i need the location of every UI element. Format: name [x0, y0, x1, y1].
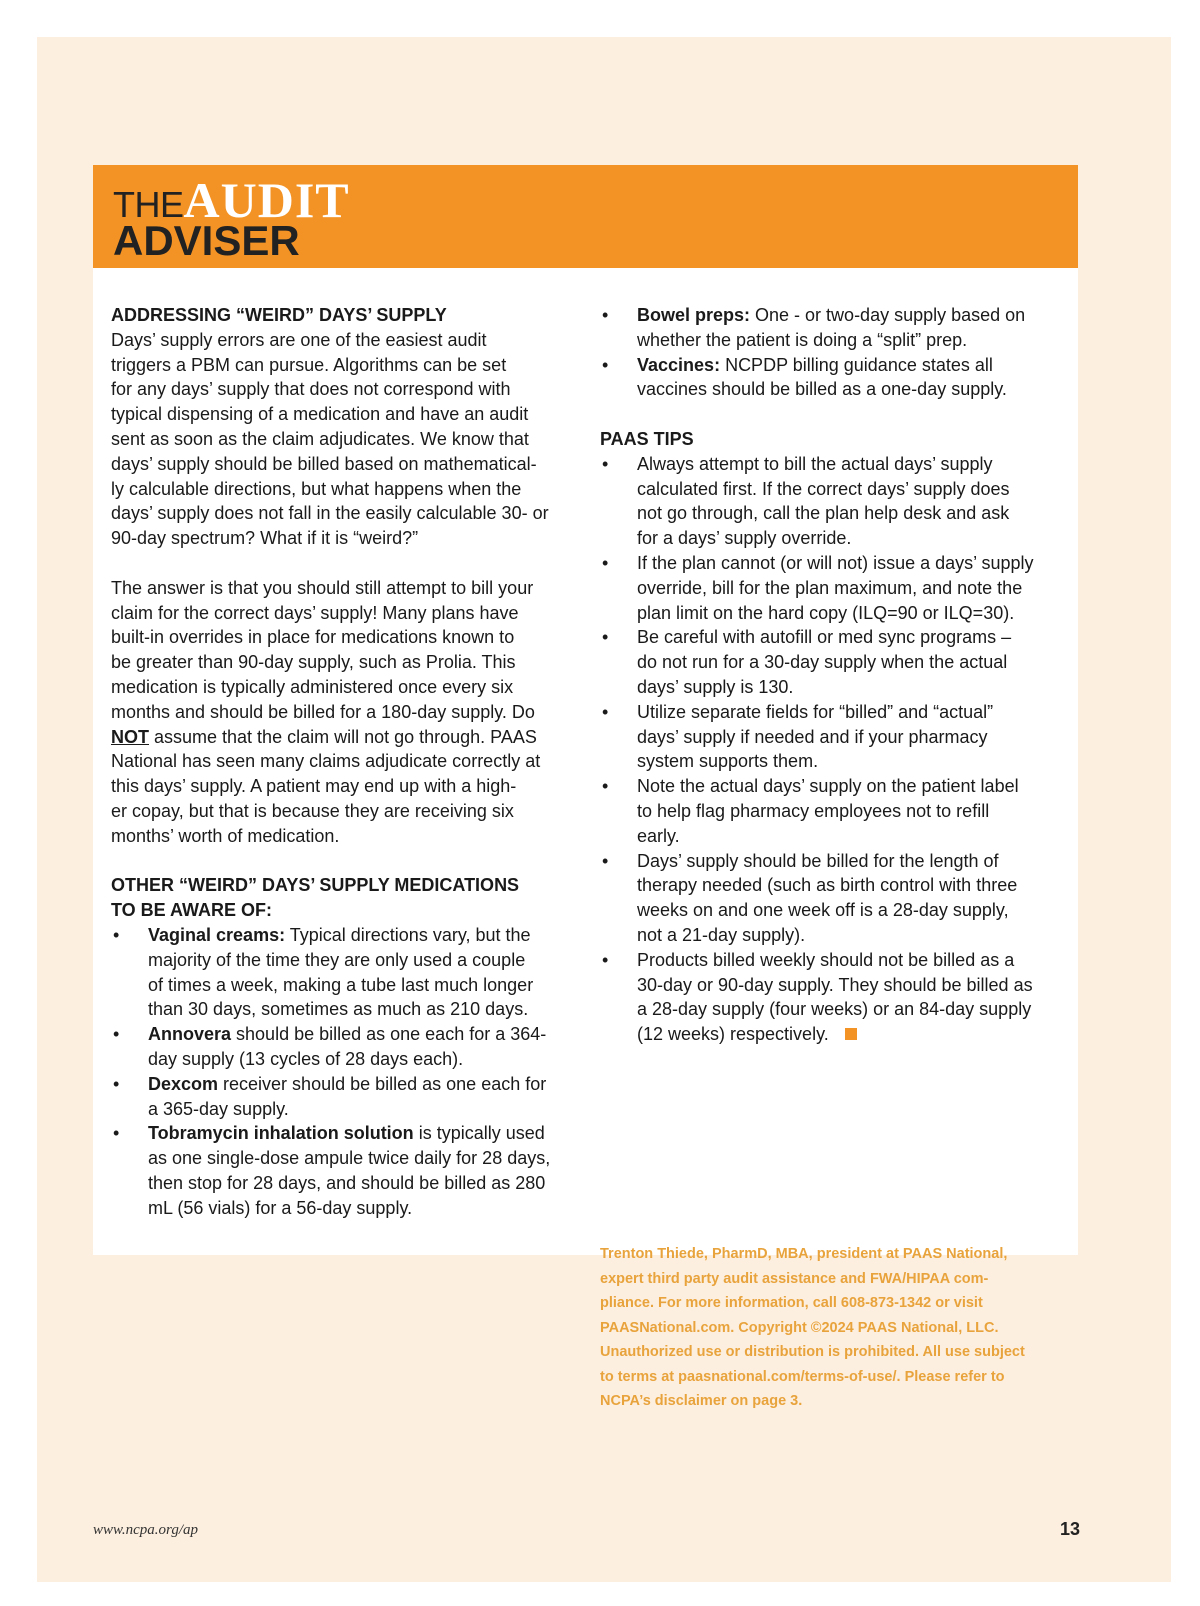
bullet-icon: • [113, 1024, 120, 1045]
body-line: ly calculable directions, but what happens when the [111, 478, 522, 499]
body-line: claim for the correct days’ supply! Many plans have [111, 602, 519, 623]
section-heading: ADDRESSING “WEIRD” DAYS’ SUPPLY [111, 305, 447, 325]
bullet-icon: • [602, 552, 609, 573]
body-line: months and should be billed for a 180-day supply. Do [111, 701, 535, 722]
bullet-icon: • [602, 949, 609, 970]
list-item: • Vaccines: NCPDP billing guidance states all vaccines should be billed as a one-day supply. [602, 354, 1007, 400]
title-audit: AUDIT [183, 172, 350, 228]
body-line: National has seen many claims adjudicate correctly at [111, 751, 541, 772]
list-item: • Always attempt to bill the actual days’ supply calculated first. If the correct days’ supply does not go through, call the plan help desk and ask for a days’ supply override. [602, 453, 1010, 549]
body-line: er copay, but that is because they are receiving six [111, 800, 514, 821]
left-column [111, 303, 573, 1220]
body-line: for any days’ supply that does not correspond with [111, 379, 511, 400]
list-item: • Tobramycin inhalation solution is typically used as one single-dose ampule twice daily for 28 days, then stop for 28 days, and should be billed as 280 mL (56 vials) for a 56-day supply. [113, 1123, 551, 1218]
body-line: built-in overrides in place for medications known to [111, 627, 515, 648]
bullet-icon: • [113, 924, 120, 945]
list-item: • If the plan cannot (or will not) issue a days’ supply override, bill for the plan maximum, and note the plan limit on the hard copy (ILQ=90 or ILQ=30). [602, 552, 1034, 623]
body-line: typical dispensing of a medication and have an audit [111, 404, 529, 425]
right-column [600, 303, 1062, 1047]
body-line: 90-day spectrum? What if it is “weird?” [111, 528, 419, 549]
bullet-icon: • [602, 453, 609, 474]
end-mark-icon [845, 1028, 857, 1040]
title-adviser: ADVISER [113, 217, 300, 264]
body-line: days’ supply should be billed based on mathematical- [111, 453, 537, 474]
bullet-icon: • [113, 1123, 120, 1144]
section-heading: PAAS TIPS [600, 428, 694, 449]
bullet-icon: • [602, 627, 609, 648]
body-line: be greater than 90-day supply, such as Prolia. This [111, 652, 516, 673]
body-line: months’ worth of medication. [111, 825, 340, 846]
list-item: • Vaginal creams: Typical directions vary, but the majority of the time they are only used a couple of times a week, making a tube last much longer than 30 days, sometimes as much as 210 days. [113, 924, 534, 1020]
list-item: • Note the actual days’ supply on the patient label to help flag pharmacy employees not to refill early. [602, 776, 1019, 846]
bullet-icon: • [602, 354, 609, 375]
bullet-icon: • [602, 776, 609, 797]
list-item: • Dexcom receiver should be billed as one each for a 365-day supply. [113, 1073, 547, 1119]
article-card [93, 165, 1078, 1409]
section-heading: TO BE AWARE OF: [111, 900, 273, 921]
list-item: • Be careful with autofill or med sync programs – do not run for a 30-day supply when the actual days’ supply is 130. [602, 627, 1012, 697]
list-item: • Products billed weekly should not be billed as a 30-day or 90-day supply. They should be billed as a 28-day supply (four weeks) or an 84-day supply (12 weeks) respectively. [602, 949, 1033, 1045]
page-number: 13 [1060, 1519, 1081, 1539]
emphasis-not: NOT [111, 726, 149, 747]
title-the: THE [113, 184, 184, 225]
body-line: The answer is that you should still attempt to bill your [111, 577, 534, 598]
body-line: NOT assume that the claim will not go through. PAAS [111, 726, 537, 747]
footer-url[interactable]: www.ncpa.org/ap [93, 1522, 199, 1538]
body-line: medication is typically administered once every six [111, 676, 514, 697]
bullet-icon: • [602, 701, 609, 722]
list-item: • Utilize separate fields for “billed” and “actual” days’ supply if needed and if your pharmacy system supports them. [602, 701, 994, 772]
body-line: days’ supply does not fall in the easily calculable 30- or [111, 503, 549, 524]
bullet-icon: • [113, 1073, 120, 1094]
list-item: • Annovera should be billed as one each for a 364- day supply (13 cycles of 28 days each). [113, 1024, 547, 1069]
list-item: • Bowel preps: One - or two-day supply based on whether the patient is doing a “split” prep. [602, 305, 1026, 350]
body-line: Days’ supply errors are one of the easiest audit [111, 329, 487, 350]
body-line: this days’ supply. A patient may end up with a high- [111, 776, 517, 797]
bullet-icon: • [602, 850, 609, 871]
author-credit: Trenton Thiede, PharmD, MBA, president at PAAS National, expert third party audit assistance and FWA/HIPAA com- pliance. For more information, call 608-873-1342 or visit PAASNational.com. Copyright ©2024 PAAS National, LLC. Unauthorized use or distribution is prohibited. All use subject to terms at paasnational.com/terms-of-use/. Please refer to NCPA’s disclaimer on page 3. [600, 1246, 1025, 1409]
bullet-icon: • [602, 305, 609, 325]
body-line: triggers a PBM can pursue. Algorithms can be set [111, 354, 507, 375]
section-heading: OTHER “WEIRD” DAYS’ SUPPLY MEDICATIONS [111, 875, 520, 896]
list-item: • Days’ supply should be billed for the length of therapy needed (such as birth control with three weeks on and one week off is a 28-day supply, not a 21-day supply). [602, 850, 1018, 945]
body-line: sent as soon as the claim adjudicates. We know that [111, 428, 529, 449]
header-banner [93, 165, 1078, 268]
